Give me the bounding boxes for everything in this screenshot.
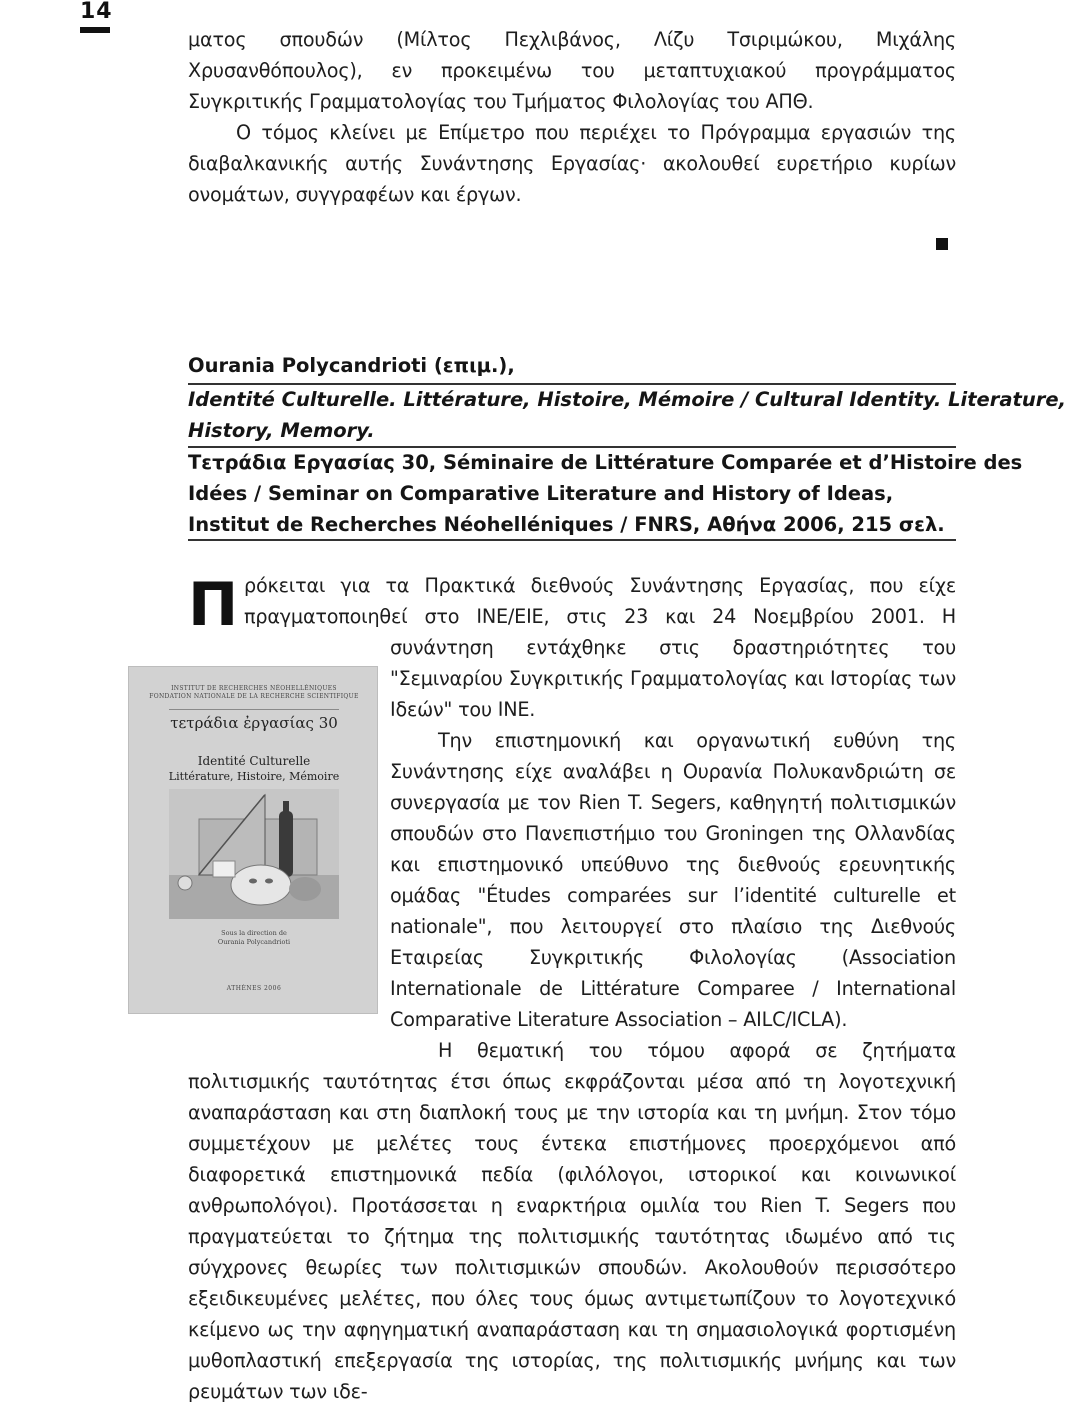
cover-director-name: Ourania Polycandrioti (217, 938, 291, 946)
review-series-2: Idées / Seminar on Comparative Literature and History of Ideas, (188, 482, 894, 505)
cover-institute-name: INSTITUT DE RECHERCHES NÉOHELLÉNIQUES (171, 685, 337, 692)
review-series-1: Τετράδια Εργασίας 30, Séminaire de Littérature Comparée et d’Histoire des (188, 451, 1023, 474)
review-publisher: Institut de Recherches Néohelléniques / FNRS, Αθήνα 2006, 215 σελ. (188, 513, 945, 536)
cover-series: τετράδια ἐργασίας 30 (170, 714, 338, 732)
intro-paragraph (188, 24, 956, 210)
page-number-bar (80, 27, 110, 33)
review-body (188, 570, 956, 1407)
cover-title-1: Identité Culturelle (197, 754, 311, 768)
review-title-1: Identité Culturelle. Littérature, Histoire, Mémoire / Cultural Identity. Literature, (188, 388, 1066, 411)
intro-text: ματος σπουδών (Μίλτος Πεχλιβάνος, Λίζυ Τσιριμώκου, Μιχάλης Χρυσανθόπουλος), εν προκειμένω του μεταπτυχιακού προγράμματος Συγκριτικής Γραμματολογίας του Τμήματος Φιλολογίας του ΑΠΘ. (188, 28, 956, 113)
cover-place-year: ATHÈNES 2006 (226, 985, 282, 992)
body-paragraph-3: Η θεματική του τόμου αφορά σε ζητήματα πολιτισμικής ταυτότητας έτσι όπως εκφράζονται μέσα από τη λογοτεχνική αναπαράσταση και στη διαπλοκή τους με την ιστορία και τη μνήμη. Στον τόμο συμμετέχουν με μελέτες τους έντεκα επιστήμονες προερχόμενοι από διαφορετικά επιστημονικά πεδία (φιλόλογοι, ιστορικοί και κοινωνικοί ανθρωπολόγοι). Προτάσσεται η εναρκτήρια ομιλία του Rien T. Segers που πραγματεύεται το ζήτημα της πολιτισμικής ταυτότητας ιδωμένο από τις σύγχρονες θεωρίες των πολιτισμικών σπουδών. Ακολουθούν περισσότερο εξειδικευμένες μελέτες, που όλες τους όμως αντιμετωπίζουν το λογοτεχνικό κείμενο ως την αφηγηματική αναπαράσταση και τη σημασιολογικά φορτισμένη μυθοπλαστική επεξεργασία της ιστορίας, της πολιτισμικής μνήμης και των ρευμάτων των ιδε- (188, 1039, 956, 1403)
cover-title-2: Littérature, Histoire, Mémoire (168, 770, 340, 783)
review-rule-3 (188, 539, 956, 541)
section-end-square (936, 238, 948, 250)
drop-cap: Π (188, 570, 239, 640)
review-editor: Ourania Polycandrioti (επιμ.), (188, 354, 515, 377)
review-rule-1 (188, 383, 956, 385)
body-paragraph-1: ρόκειται για τα Πρακτικά διεθνούς Συνάντησης Εργασίας, που είχε πραγματοποιηθεί στο ΙΝΕ/ΕΙΕ, στις 23 και 24 Νοεμβρίου 2001. Η συνάντηση εντάχθηκε στις δραστηριότητες του "Σεμιναρίου Συγκριτικής Γραμματολογίας και Ιστορίας των Ιδεών" του ΙΝΕ. (244, 574, 956, 721)
cover-foundation-name: FONDATION NATIONALE DE LA RECHERCHE SCIENTIFIQUE (149, 693, 359, 700)
review-title-2: History, Memory. (188, 419, 375, 442)
page-number: 14 (80, 0, 113, 24)
cover-direction-label: Sous la direction de (221, 929, 287, 937)
intro-text-2: Ο τόμος κλείνει με Επίμετρο που περιέχει το Πρόγραμμα εργασιών της διαβαλκανικής αυτής Συνάντησης Εργασίας· ακολουθεί ευρετήριο κυρίων ονομάτων, συγγραφέων και έργων. (188, 121, 956, 206)
review-rule-2 (188, 446, 956, 448)
body-paragraph-2: Την επιστημονική και οργανωτική ευθύνη της Συνάντησης είχε αναλάβει η Ουρανία Πολυκανδριώτη σε συνεργασία με τον Rien T. Segers, καθηγητή πολιτισμικών σπουδών στο Πανεπιστήμιο του Groningen της Ολλανδίας και επιστημονικό υπεύθυνο της διεθνούς ερευνητικής ομάδας "Études comparées sur l’identité culturelle et nationale", που λειτουργεί στο πλαίσιο της Διεθνούς Εταιρείας Συγκριτικής Φιλολογίας (Association Internationale de Littérature Comparee / International Comparative Literature Association – AILC/ICLA). (390, 729, 956, 1031)
